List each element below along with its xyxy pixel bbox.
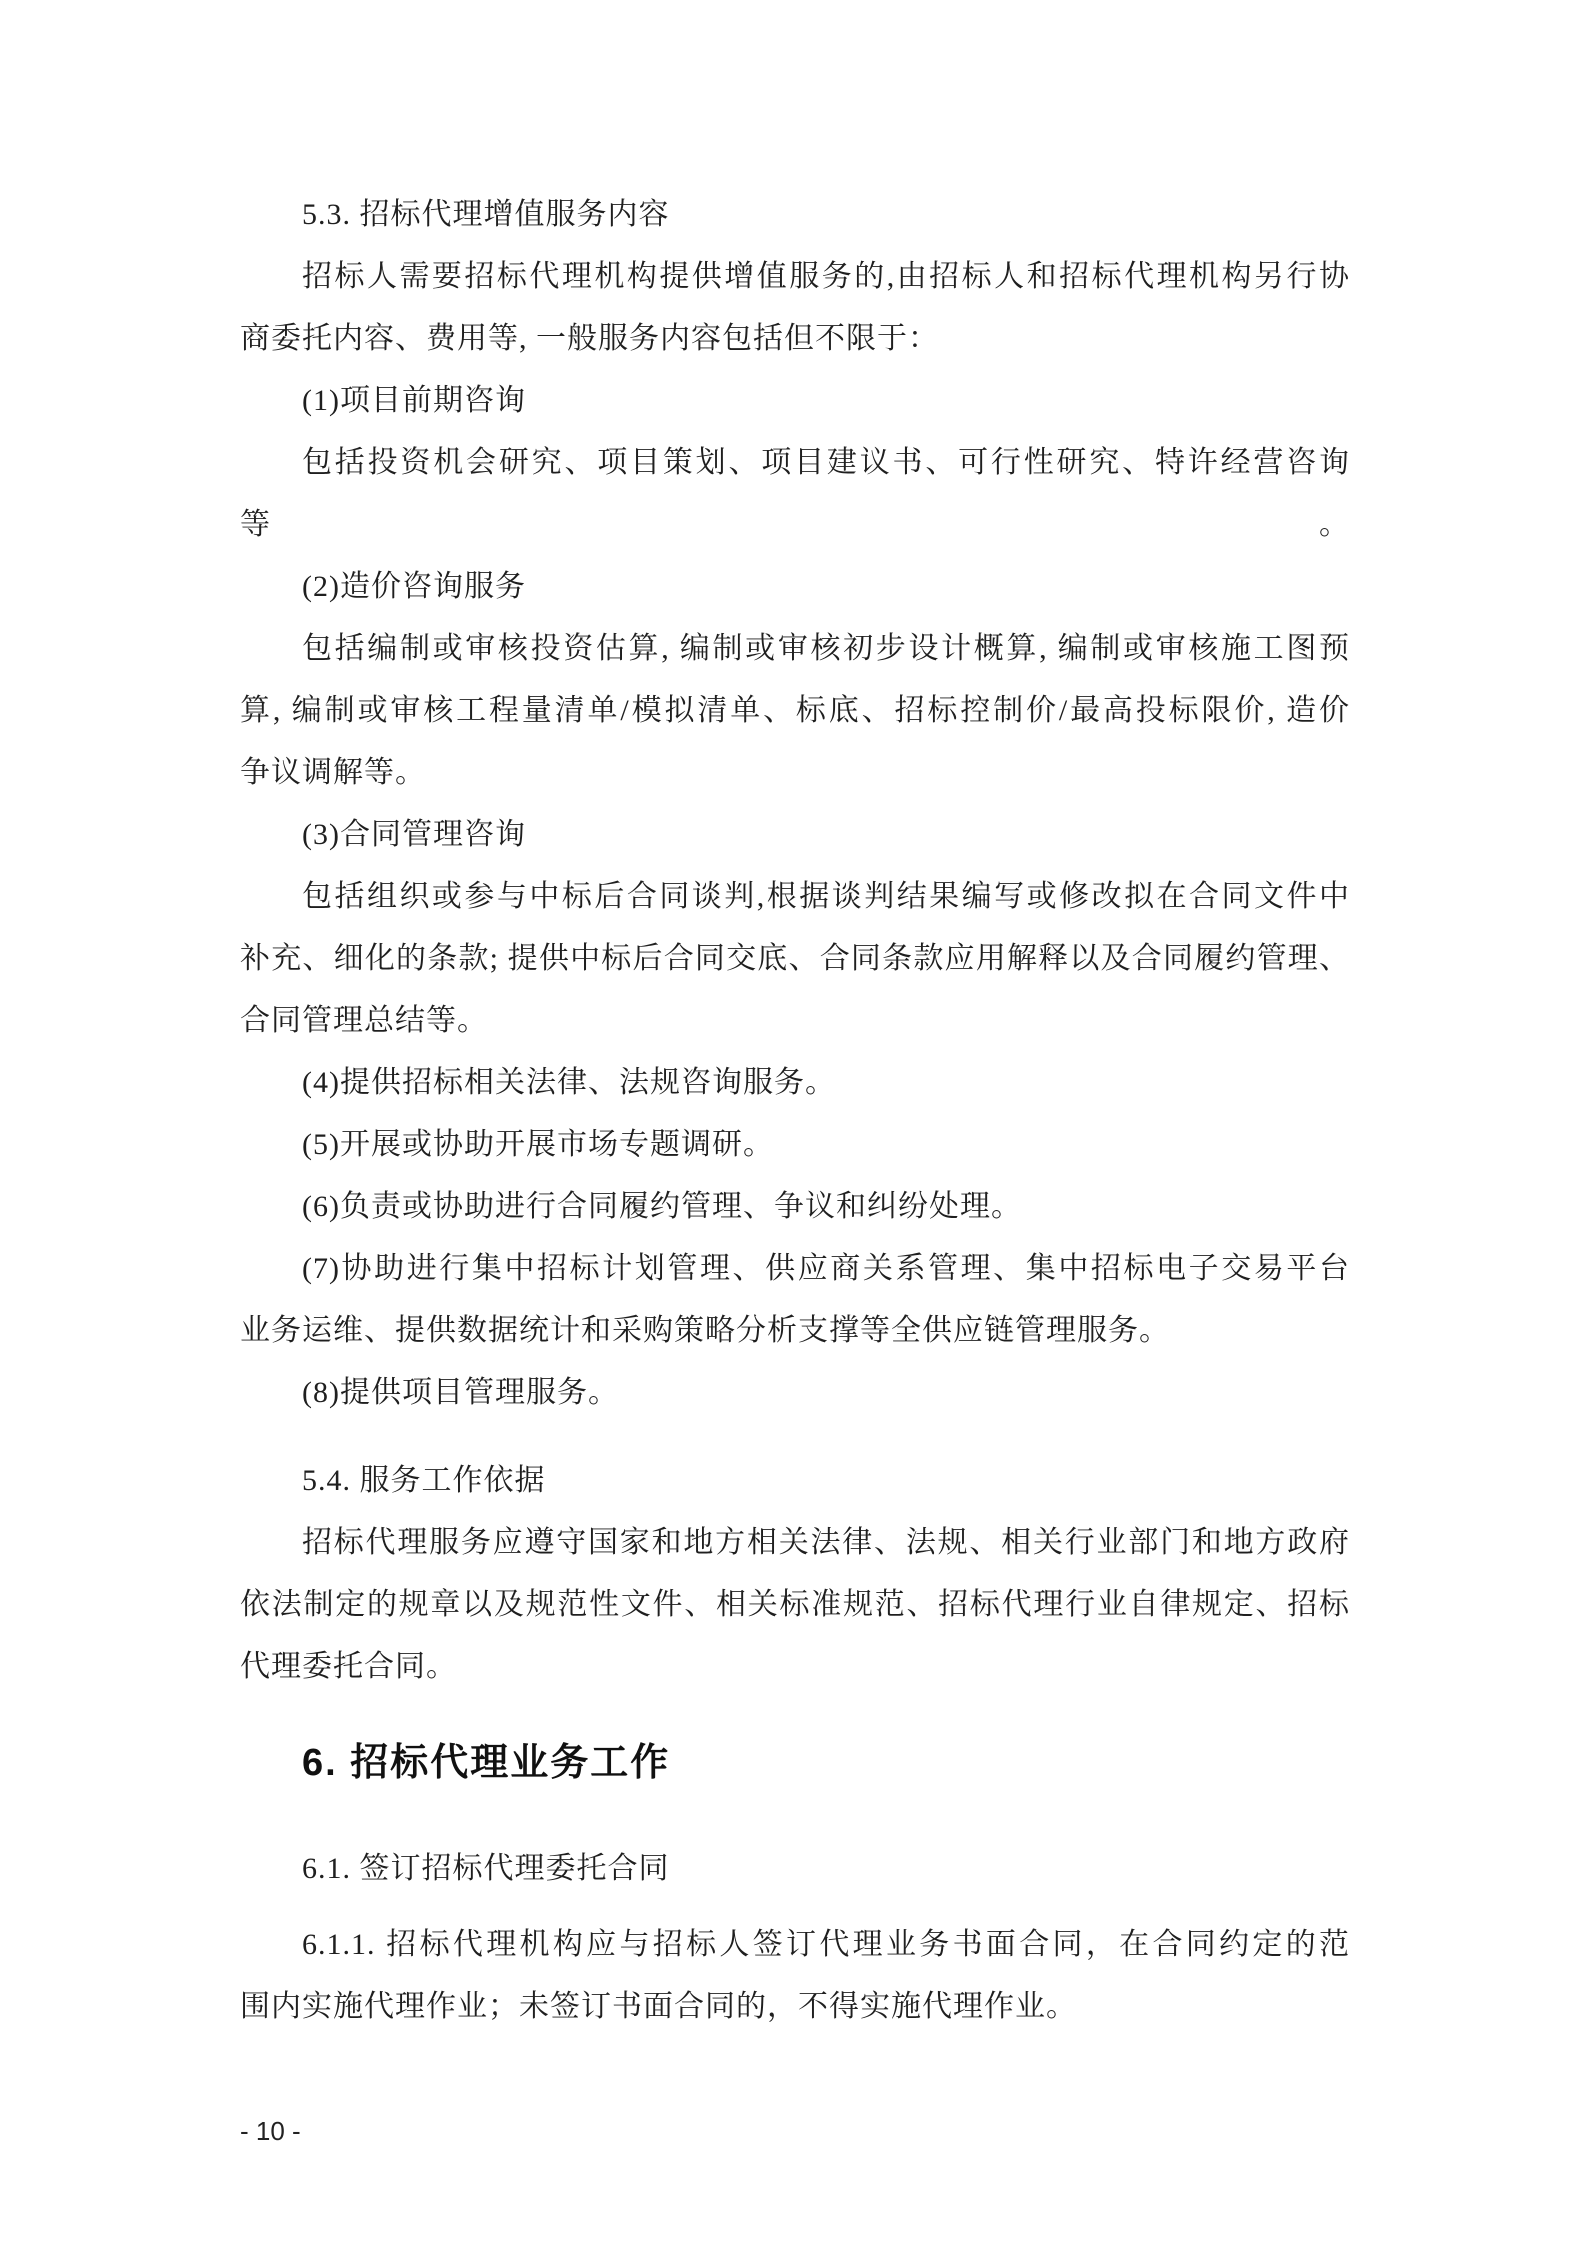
text-line: 算, 编制或审核工程量清单/模拟清单、标底、招标控制价/最高投标限价, 造价 (240, 694, 1350, 727)
text-line: (4)提供招标相关法律、法规咨询服务。 (302, 1066, 836, 1099)
text-line: 代理委托合同。 (240, 1650, 457, 1683)
text-line: 5.4. 服务工作依据 (302, 1464, 546, 1497)
text-line: 6.1. 签订招标代理委托合同 (302, 1852, 670, 1885)
text-line: (8)提供项目管理服务。 (302, 1376, 619, 1409)
text-line: (6)负责或协助进行合同履约管理、争议和纠纷处理。 (302, 1190, 1022, 1223)
section-heading: 6. 招标代理业务工作 (302, 1742, 671, 1784)
document-body (240, 184, 1350, 2038)
text-line: 包括投资机会研究、项目策划、项目建议书、可行性研究、特许经营咨询等。 (240, 446, 1350, 541)
text-line: 商委托内容、费用等, 一般服务内容包括但不限于： (240, 322, 939, 355)
text-line: 招标人需要招标代理机构提供增值服务的,由招标人和招标代理机构另行协 (302, 260, 1350, 293)
text-line: 6.1.1. 招标代理机构应与招标人签订代理业务书面合同，在合同约定的范 (302, 1928, 1350, 1961)
text-line: 合同管理总结等。 (240, 1004, 488, 1037)
text-line: 争议调解等。 (240, 756, 426, 789)
text-line: (3)合同管理咨询 (302, 818, 526, 851)
text-line: 依法制定的规章以及规范性文件、相关标准规范、招标代理行业自律规定、招标 (240, 1588, 1350, 1621)
text-line: (2)造价咨询服务 (302, 570, 526, 603)
text-line: 包括编制或审核投资估算, 编制或审核初步设计概算, 编制或审核施工图预 (302, 632, 1350, 665)
text-line: 5.3. 招标代理增值服务内容 (302, 198, 670, 231)
text-line: 补充、细化的条款; 提供中标后合同交底、合同条款应用解释以及合同履约管理、 (240, 942, 1350, 975)
text-line: 围内实施代理作业；未签订书面合同的，不得实施代理作业。 (240, 1990, 1077, 2023)
text-line: 招标代理服务应遵守国家和地方相关法律、法规、相关行业部门和地方政府 (302, 1526, 1350, 1559)
text-line: 包括组织或参与中标后合同谈判,根据谈判结果编写或修改拟在合同文件中 (302, 880, 1350, 913)
text-line: (7)协助进行集中招标计划管理、供应商关系管理、集中招标电子交易平台 (302, 1252, 1350, 1285)
page-number: - 10 - (240, 2116, 301, 2146)
text-line: (1)项目前期咨询 (302, 384, 526, 417)
text-line: (5)开展或协助开展市场专题调研。 (302, 1128, 774, 1161)
text-line: 业务运维、提供数据统计和采购策略分析支撑等全供应链管理服务。 (240, 1314, 1170, 1347)
